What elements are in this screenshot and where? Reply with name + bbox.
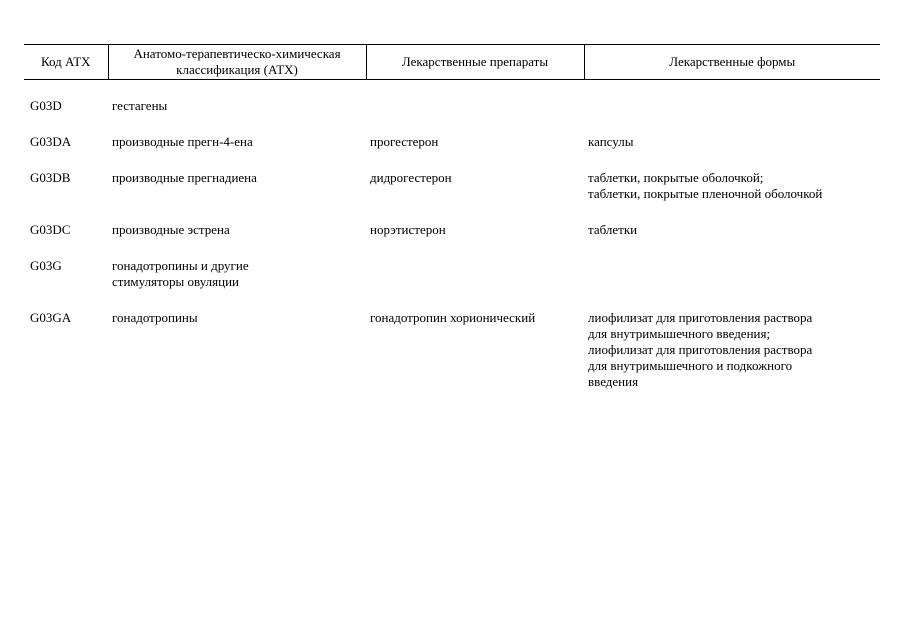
cell-text-line: лиофилизат для приготовления раствора bbox=[588, 342, 813, 357]
cell-code: G03D bbox=[30, 98, 62, 113]
cell-classification bbox=[108, 258, 366, 310]
cell-code: G03G bbox=[30, 258, 62, 273]
cell-text-line: стимуляторы овуляции bbox=[112, 274, 239, 289]
cell-drug: норэтистерон bbox=[370, 222, 446, 237]
cell-forms bbox=[584, 258, 880, 310]
cell-forms bbox=[584, 134, 880, 170]
cell-code: G03DC bbox=[30, 222, 71, 237]
cell-drug bbox=[366, 80, 584, 135]
cell-classification bbox=[108, 134, 366, 170]
cell-code: G03DB bbox=[30, 170, 71, 185]
cell-text-line: таблетки, покрытые оболочкой; bbox=[588, 170, 764, 185]
cell-text-line: гестагены bbox=[112, 98, 168, 113]
cell-classification bbox=[108, 80, 366, 135]
header-code: Код АТХ bbox=[24, 45, 108, 80]
cell-text-line: производные эстрена bbox=[112, 222, 230, 237]
cell-text-line: производные прегн-4-ена bbox=[112, 134, 253, 149]
cell-forms bbox=[584, 222, 880, 258]
cell-forms bbox=[584, 310, 880, 410]
header-drugs: Лекарственные препараты bbox=[366, 45, 584, 80]
cell-drug: прогестерон bbox=[370, 134, 439, 149]
cell-text-line: введения bbox=[588, 374, 639, 389]
table-row bbox=[24, 310, 880, 410]
cell-text-line: таблетки, покрытые пленочной оболочкой bbox=[588, 186, 823, 201]
cell-code: G03GA bbox=[30, 310, 72, 325]
cell-text-line: для внутримышечного введения; bbox=[588, 326, 771, 341]
cell-text-line: для внутримышечного и подкожного bbox=[588, 358, 793, 373]
table-row bbox=[24, 170, 880, 222]
table-row bbox=[24, 222, 880, 258]
cell-drug: дидрогестерон bbox=[370, 170, 452, 185]
header-forms: Лекарственные формы bbox=[584, 45, 880, 80]
cell-text-line: капсулы bbox=[588, 134, 634, 149]
cell-drug: гонадотропин хорионический bbox=[370, 310, 536, 325]
cell-text-line: лиофилизат для приготовления раствора bbox=[588, 310, 813, 325]
cell-classification bbox=[108, 310, 366, 410]
table-row bbox=[24, 258, 880, 310]
atx-table bbox=[24, 44, 880, 410]
cell-text-line: гонадотропины bbox=[112, 310, 198, 325]
header-classification: Анатомо-терапевтическо-химическая классификация (АТХ) bbox=[108, 45, 366, 80]
cell-text-line: таблетки bbox=[588, 222, 638, 237]
cell-drug bbox=[366, 258, 584, 310]
cell-classification bbox=[108, 222, 366, 258]
header-row bbox=[24, 45, 880, 80]
cell-code: G03DA bbox=[30, 134, 72, 149]
cell-forms bbox=[584, 170, 880, 222]
cell-text-line: производные прегнадиена bbox=[112, 170, 257, 185]
cell-classification bbox=[108, 170, 366, 222]
cell-forms bbox=[584, 80, 880, 135]
table-header bbox=[24, 45, 880, 80]
cell-text-line: гонадотропины и другие bbox=[112, 258, 249, 273]
table-row bbox=[24, 134, 880, 170]
table-row bbox=[24, 80, 880, 135]
